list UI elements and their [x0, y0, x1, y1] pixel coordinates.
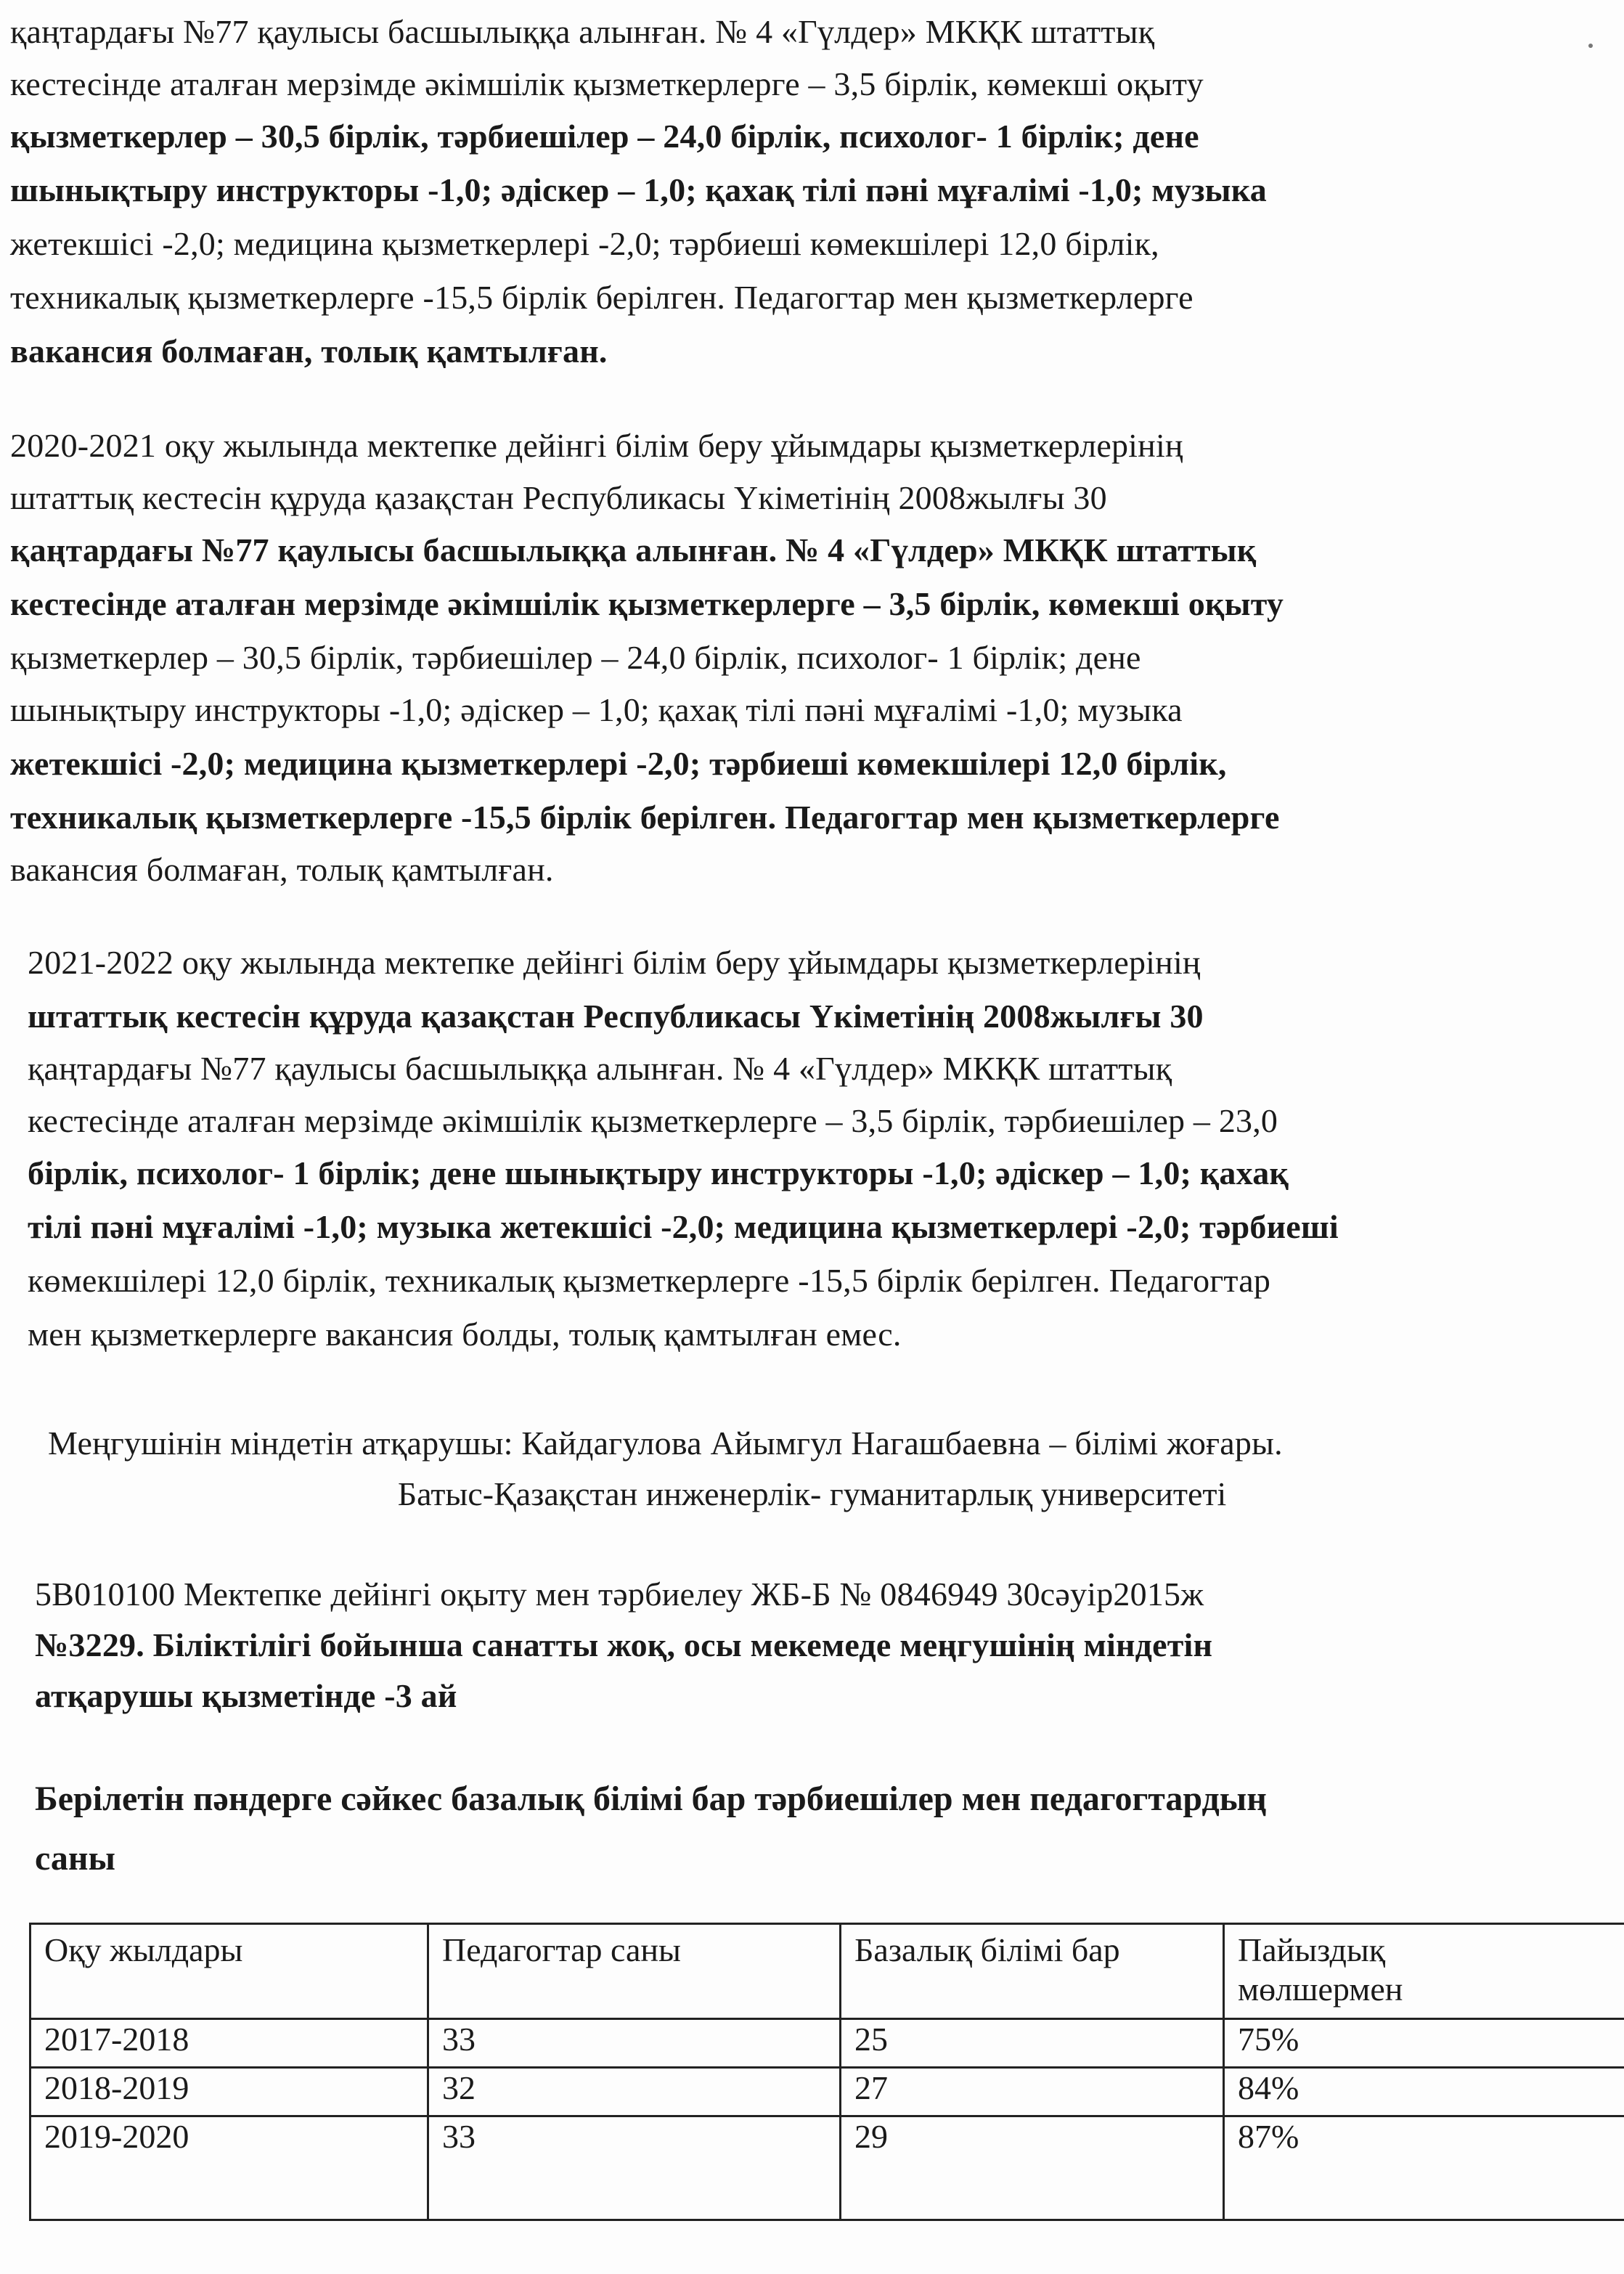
text-line: кестесінде аталған мерзімде әкімшілік қызметкерлерге – 3,5 бірлік, көмекші оқыту — [10, 65, 1204, 102]
table-cell: 27 — [841, 2068, 1224, 2116]
column-header: Базалық білімі бар — [841, 1924, 1224, 2019]
text-line: штаттық кестесін құруда қазақстан Республикасы Үкіметінің 2008жылғы 30 — [10, 479, 1107, 516]
table-cell: 2017-2018 — [30, 2019, 428, 2068]
table-cell: 87% — [1224, 2116, 1624, 2220]
text-line: штаттық кестесін құруда қазақстан Республикасы Үкіметінің 2008жылғы 30 — [28, 998, 1204, 1035]
teachers-table — [29, 1923, 1624, 2221]
text-line: қаңтардағы №77 қаулысы басшылыққа алынған. № 4 «Гүлдер» МКҚК штаттық — [10, 531, 1257, 568]
table-heading-cont: саны — [35, 1839, 116, 1878]
text-line: көмекшілері 12,0 бірлік, техникалық қызметкерлерге -15,5 бірлік берілген. Педагогтар — [28, 1262, 1271, 1299]
text-line: атқарушы қызметінде -3 ай — [35, 1677, 457, 1714]
table-cell: 33 — [428, 2116, 841, 2220]
column-header: Оқу жылдары — [30, 1924, 428, 2019]
text-line: кестесінде аталған мерзімде әкімшілік қызметкерлерге – 3,5 бірлік, тәрбиешілер – 23,0 — [28, 1102, 1278, 1139]
text-line: жетекшісі -2,0; медицина қызметкерлері -2,0; тәрбиеші көмекшілері 12,0 бірлік, — [10, 225, 1159, 262]
table-cell: 25 — [841, 2019, 1224, 2068]
text-line: №3229. Біліктілігі бойынша санатты жоқ, осы мекемеде меңгушінің міндетін — [35, 1626, 1213, 1663]
table-cell: 32 — [428, 2068, 841, 2116]
table-cell: 75% — [1224, 2019, 1624, 2068]
table-row — [30, 2116, 1624, 2220]
text-line: тілі пәні мұғалімі -1,0; музыка жетекшісі -2,0; медицина қызметкерлері -2,0; тәрбиеші — [28, 1208, 1339, 1245]
text-line: техникалық қызметкерлерге -15,5 бірлік берілген. Педагогтар мен қызметкерлерге — [10, 279, 1193, 316]
text-line: 5В010100 Мектепке дейінгі оқыту мен тәрбиелеу ЖБ-Б № 0846949 30сәуір2015ж — [35, 1576, 1204, 1613]
table-cell: 2018-2019 — [30, 2068, 428, 2116]
table-row — [30, 2019, 1624, 2068]
table-header-row — [30, 1924, 1624, 2019]
column-header: Педагогтар саны — [428, 1924, 841, 2019]
column-header: Пайыздық мөлшермен — [1224, 1924, 1624, 2019]
text-line: вакансия болмаған, толық қамтылған. — [10, 333, 608, 370]
scan-speck — [1588, 44, 1593, 48]
text-line: қаңтардағы №77 қаулысы басшылыққа алынған. № 4 «Гүлдер» МКҚК штаттық — [10, 13, 1155, 50]
table-cell: 33 — [428, 2019, 841, 2068]
text-line: кестесінде аталған мерзімде әкімшілік қызметкерлерге – 3,5 бірлік, көмекші оқыту — [10, 585, 1284, 622]
text-line: қызметкерлер – 30,5 бірлік, тәрбиешілер – 24,0 бірлік, психолог- 1 бірлік; дене — [10, 118, 1199, 155]
text-line: қызметкерлер – 30,5 бірлік, тәрбиешілер – 24,0 бірлік, психолог- 1 бірлік; дене — [10, 639, 1141, 676]
table-cell: 2019-2020 — [30, 2116, 428, 2220]
text-line: қаңтардағы №77 қаулысы басшылыққа алынған. № 4 «Гүлдер» МКҚК штаттық — [28, 1050, 1172, 1087]
table-cell: 29 — [841, 2116, 1224, 2220]
table-heading: Берілетін пәндерге сәйкес базалық білімі бар тәрбиешілер мен педагогтардың — [35, 1780, 1267, 1818]
text-line: вакансия болмаған, толық қамтылған. — [10, 851, 554, 888]
text-line: мен қызметкерлерге вакансия болды, толық қамтылған емес. — [28, 1316, 902, 1353]
text-line: жетекшісі -2,0; медицина қызметкерлері -2,0; тәрбиеші көмекшілері 12,0 бірлік, — [10, 745, 1227, 782]
table-cell: 84% — [1224, 2068, 1624, 2116]
text-line: 2020-2021 оқу жылында мектепке дейінгі білім беру ұйымдары қызметкерлерінің — [10, 427, 1183, 464]
text-line: шынықтыру инструкторы -1,0; әдіскер – 1,0; қахақ тілі пәні мұғалімі -1,0; музыка — [10, 171, 1267, 208]
text-line: техникалық қызметкерлерге -15,5 бірлік берілген. Педагогтар мен қызметкерлерге — [10, 799, 1280, 836]
university-line: Батыс-Қазақстан инженерлік- гуманитарлық университеті — [397, 1475, 1227, 1512]
director-line: Меңгушінін міндетін атқарушы: Кайдагулова Айымгул Нагашбаевна – білімі жоғары. — [48, 1425, 1283, 1462]
text-line: бірлік, психолог- 1 бірлік; дене шынықтыру инструкторы -1,0; әдіскер – 1,0; қахақ — [28, 1154, 1289, 1191]
text-line: 2021-2022 оқу жылында мектепке дейінгі білім беру ұйымдары қызметкерлерінің — [28, 944, 1201, 981]
text-line: шынықтыру инструкторы -1,0; әдіскер – 1,0; қахақ тілі пәні мұғалімі -1,0; музыка — [10, 691, 1183, 728]
table-row — [30, 2068, 1624, 2116]
